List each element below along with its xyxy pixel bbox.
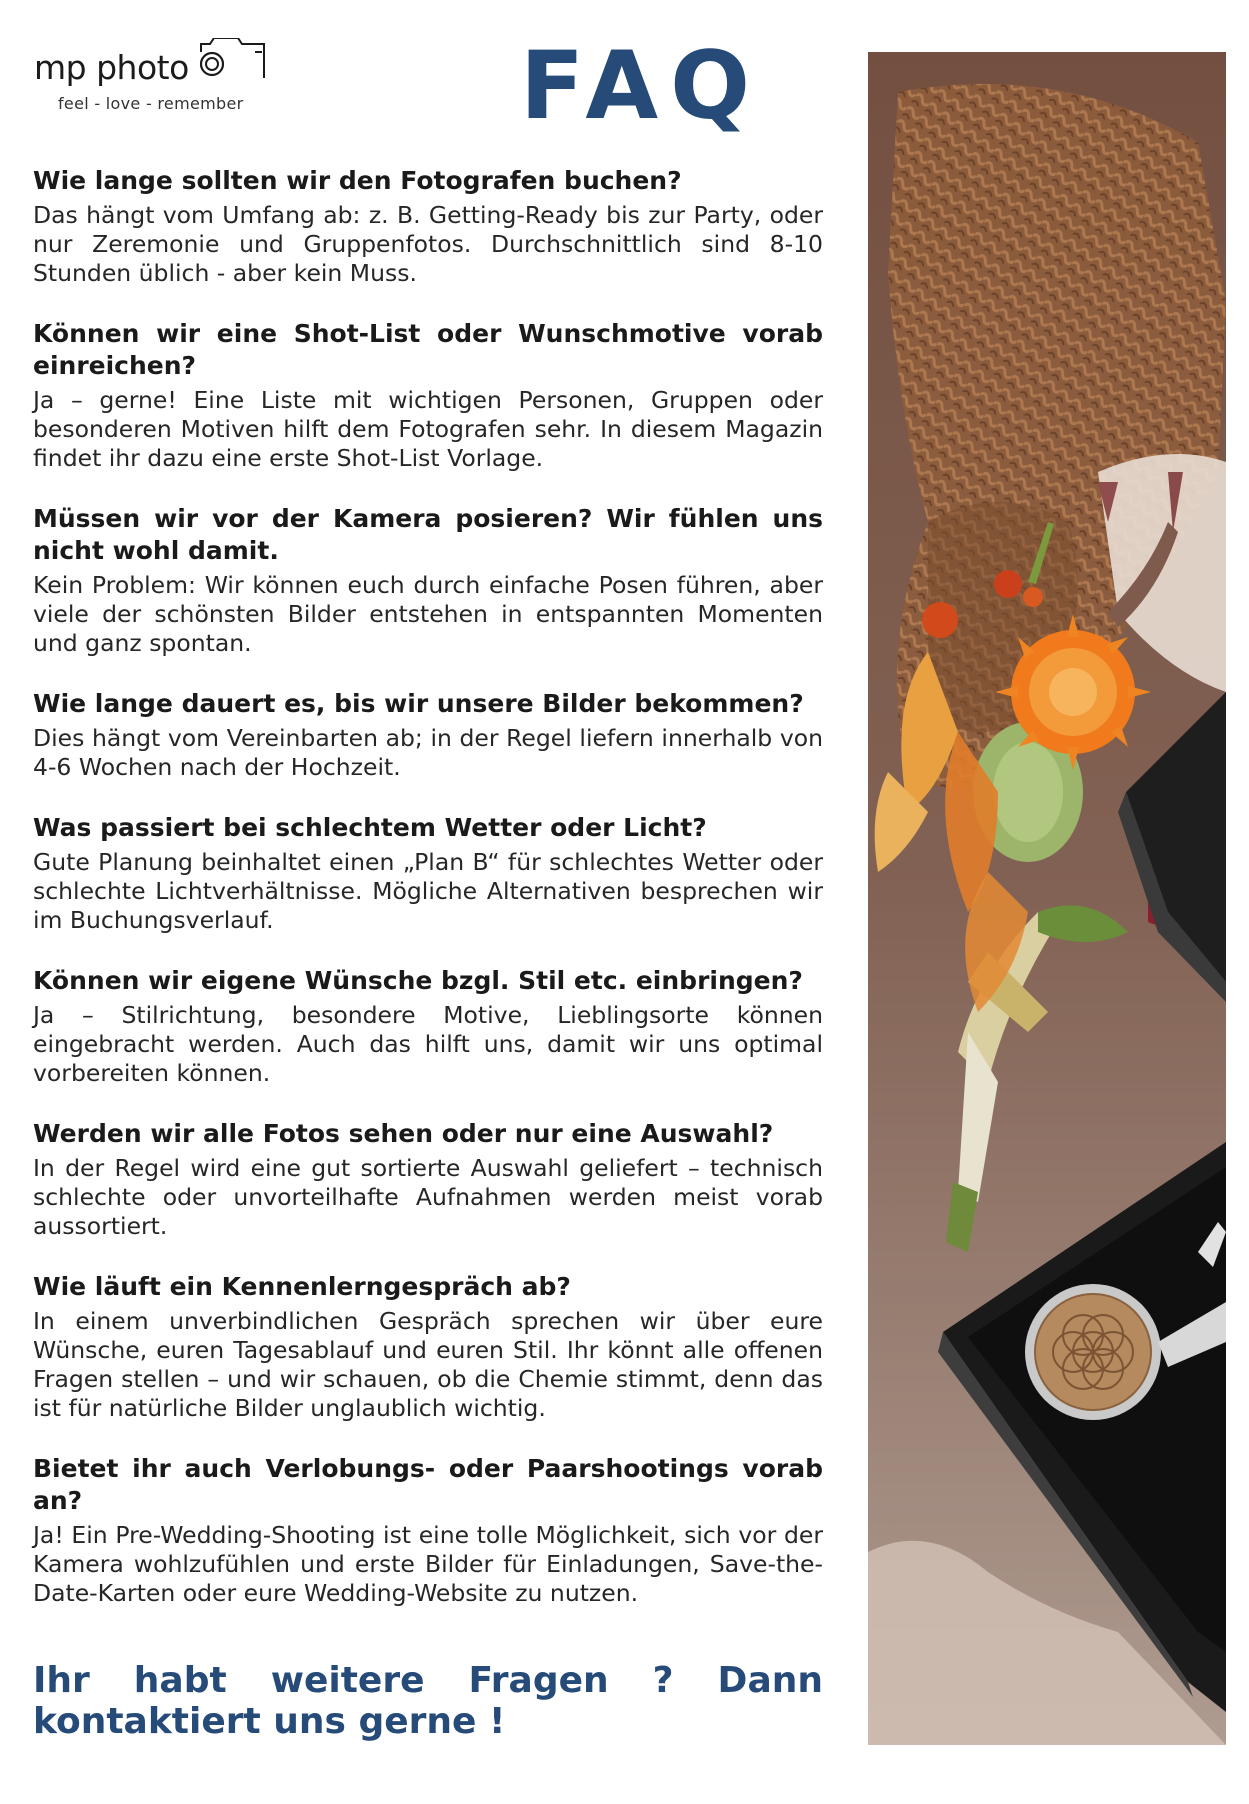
faq-answer: In einem unverbindlichen Gespräch sprechen wir über eure Wünsche, euren Tagesablauf und euren Stil. Ihr könnt alle offenen Fragen stellen – und wir schauen, ob die Chemie stimmt, denn das ist für natürliche Bilder unglaublich wichtig. xyxy=(33,1307,823,1422)
brand-logo xyxy=(34,38,244,118)
page-title: FAQ xyxy=(520,32,763,141)
faq-list xyxy=(33,165,823,1638)
faq-item xyxy=(33,318,823,473)
faq-question: Müssen wir vor der Kamera posieren? Wir fühlen uns nicht wohl damit. xyxy=(33,504,823,565)
faq-question: Wie lange dauert es, bis wir unsere Bilder bekommen? xyxy=(33,689,804,718)
faq-answer: Ja – Stilrichtung, besondere Motive, Lieblingsorte können eingebracht werden. Auch das hilft uns, damit wir uns optimal vorbereiten können. xyxy=(33,1001,823,1087)
faq-answer: Kein Problem: Wir können euch durch einfache Posen führen, aber viele der schönsten Bilder entstehen in entspannten Momenten und ganz spontan. xyxy=(33,571,823,657)
faq-answer: Ja – gerne! Eine Liste mit wichtigen Personen, Gruppen oder besonderen Motiven hilft dem Fotografen sehr. In diesem Magazin findet ihr dazu eine erste Shot-List Vorlage. xyxy=(33,386,823,472)
faq-question: Wie läuft ein Kennenlerngespräch ab? xyxy=(33,1272,571,1301)
faq-answer: In der Regel wird eine gut sortierte Auswahl geliefert – technisch schlechte oder unvorteilhafte Aufnahmen werden meist vorab aussortiert. xyxy=(33,1154,823,1240)
faq-answer: Dies hängt vom Vereinbarten ab; in der Regel liefern innerhalb von 4-6 Wochen nach der Hochzeit. xyxy=(33,724,823,781)
faq-question: Wie lange sollten wir den Fotografen buchen? xyxy=(33,166,682,195)
faq-question: Können wir eine Shot-List oder Wunschmotive vorab einreichen? xyxy=(33,319,823,380)
faq-answer: Gute Planung beinhaltet einen „Plan B“ für schlechtes Wetter oder schlechte Lichtverhältnisse. Mögliche Alternativen besprechen wir im Buchungsverlauf. xyxy=(33,848,823,934)
contact-callout: Ihr habt weitere Fragen ? Dann kontaktiert uns gerne ! xyxy=(33,1660,823,1742)
faq-item xyxy=(33,688,823,782)
faq-item xyxy=(33,1453,823,1608)
faq-question: Bietet ihr auch Verlobungs- oder Paarshootings vorab an? xyxy=(33,1454,823,1515)
orange-flower-icon xyxy=(995,614,1151,770)
boutonniere-photo-illustration xyxy=(868,52,1226,1745)
faq-item xyxy=(33,812,823,935)
faq-question: Können wir eigene Wünsche bzgl. Stil etc. einbringen? xyxy=(33,966,803,995)
boutonniere-photo xyxy=(868,52,1226,1745)
logo-tagline: feel - love - remember xyxy=(58,94,244,113)
logo-wordmark: mp photo xyxy=(34,48,189,87)
camera-logo-icon xyxy=(154,38,266,94)
faq-item xyxy=(33,1271,823,1423)
faq-item xyxy=(33,503,823,658)
faq-answer: Ja! Ein Pre-Wedding-Shooting ist eine tolle Möglichkeit, sich vor der Kamera wohlzufühlen und erste Bilder für Einladungen, Save-the-Date-Karten oder eure Wedding-Website zu nutzen. xyxy=(33,1521,823,1607)
faq-question: Werden wir alle Fotos sehen oder nur eine Auswahl? xyxy=(33,1119,774,1148)
faq-item xyxy=(33,1118,823,1241)
faq-item xyxy=(33,965,823,1088)
faq-answer: Das hängt vom Umfang ab: z. B. Getting-Ready bis zur Party, oder nur Zeremonie und Gruppenfotos. Durchschnittlich sind 8-10 Stunden üblich - aber kein Muss. xyxy=(33,201,823,287)
faq-item xyxy=(33,165,823,288)
faq-question: Was passiert bei schlechtem Wetter oder Licht? xyxy=(33,813,707,842)
cufflink-icon xyxy=(1025,1284,1161,1420)
